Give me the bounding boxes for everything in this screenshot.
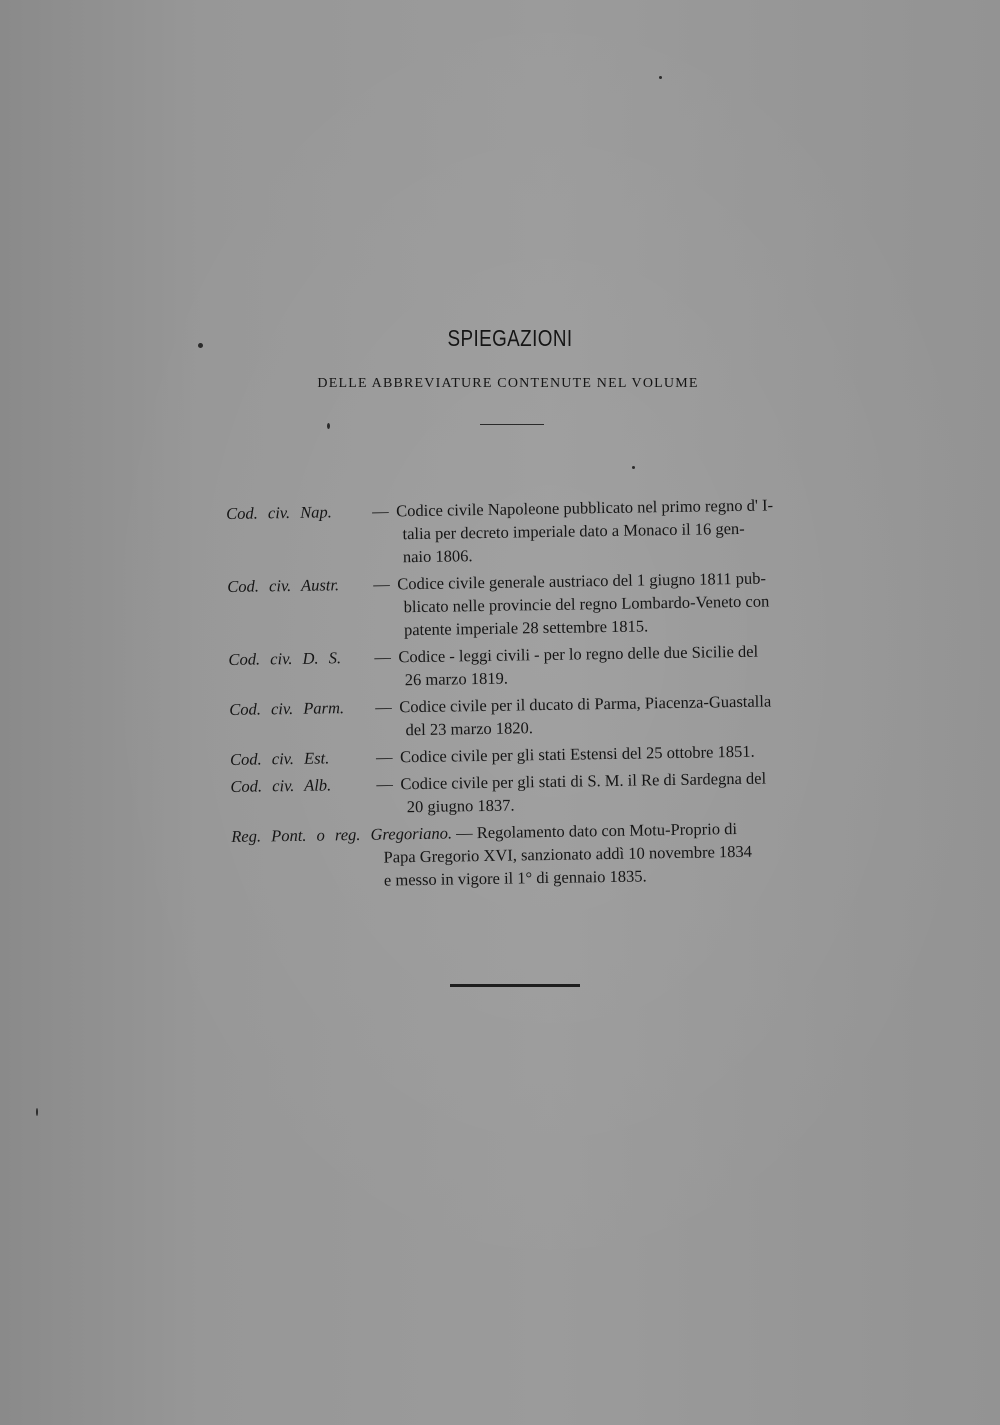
description-line: naio 1806. <box>402 546 473 567</box>
page-subtitle: DELLE ABBREVIATURE CONTENUTE NEL VOLUME <box>317 376 699 391</box>
description-line: Codice civile per il ducato di Parma, Piacenza-Guastalla <box>399 691 772 717</box>
abbreviation-description <box>398 639 809 691</box>
abbreviation-entry-wide <box>231 816 812 894</box>
abbreviation-description <box>400 766 811 818</box>
abbreviation-term: Cod. civ. Parm. <box>229 698 345 719</box>
entry-dash: — <box>373 574 390 594</box>
description-line: talia per decreto imperiale dato a Monaco il 16 gen- <box>402 518 745 544</box>
page-title: SPIEGAZIONI <box>447 325 573 351</box>
description-line: Codice civile per gli stati di S. M. il Re di Sardegna del <box>400 768 767 794</box>
abbreviation-entry <box>230 739 810 771</box>
short-divider <box>480 424 544 425</box>
abbreviation-term: Cod. civ. Alb. <box>230 775 332 796</box>
entry-dash: — <box>375 747 393 767</box>
abbreviation-entry <box>229 689 810 744</box>
entry-dash: — <box>375 697 392 717</box>
description-line: Codice civile Napoleone pubblicato nel primo regno d' I- <box>396 495 774 521</box>
paper-speck <box>659 76 662 79</box>
description-line: Codice civile per gli stati Estensi del 25 ottobre 1851. <box>399 741 755 767</box>
paper-speck <box>327 423 330 429</box>
description-line: Papa Gregorio XVI, sanzionato addì 10 novembre 1834 <box>383 841 753 867</box>
abbreviation-term: Cod. civ. Austr. <box>227 575 340 596</box>
description-line: Codice civile generale austriaco del 1 giugno 1811 pub- <box>397 568 767 594</box>
abbreviation-description <box>397 566 808 641</box>
description-line: Codice - leggi civili - per lo regno delle due Sicilie del <box>398 641 759 667</box>
abbreviation-term: Cod. civ. Nap. <box>226 502 332 523</box>
abbreviation-entry <box>227 566 808 644</box>
description-line: 20 giugno 1837. <box>406 795 515 817</box>
abbreviation-term: Reg. Pont. o reg. Gregoriano. <box>231 823 453 846</box>
abbreviation-description <box>400 739 810 768</box>
abbreviation-entry <box>230 766 811 821</box>
description-line: del 23 marzo 1820. <box>405 718 534 740</box>
abbreviation-term: Cod. civ. D. S. <box>228 648 342 669</box>
paper-speck <box>632 466 635 469</box>
entry-dash: — <box>455 823 473 843</box>
closing-divider <box>450 984 580 987</box>
description-line: blicato nelle provincie del regno Lombardo-Veneto con <box>403 591 770 617</box>
entry-dash: — <box>376 774 394 794</box>
paper-speck <box>36 1108 38 1116</box>
abbreviation-entry <box>226 493 807 571</box>
abbreviation-list <box>226 493 812 894</box>
abbreviation-description <box>399 689 810 741</box>
description-line: e messo in vigore il 1° di gennaio 1835. <box>383 866 647 890</box>
description-line: 26 marzo 1819. <box>404 668 509 690</box>
abbreviation-description <box>396 493 807 568</box>
abbreviation-term: Cod. civ. Est. <box>229 748 330 769</box>
description-line: Regolamento dato con Motu-Proprio di <box>476 819 738 843</box>
description-line: patente imperiale 28 settembre 1815. <box>403 616 649 640</box>
entry-dash: — <box>374 647 392 667</box>
abbreviation-entry <box>228 639 809 694</box>
entry-dash: — <box>372 501 389 521</box>
